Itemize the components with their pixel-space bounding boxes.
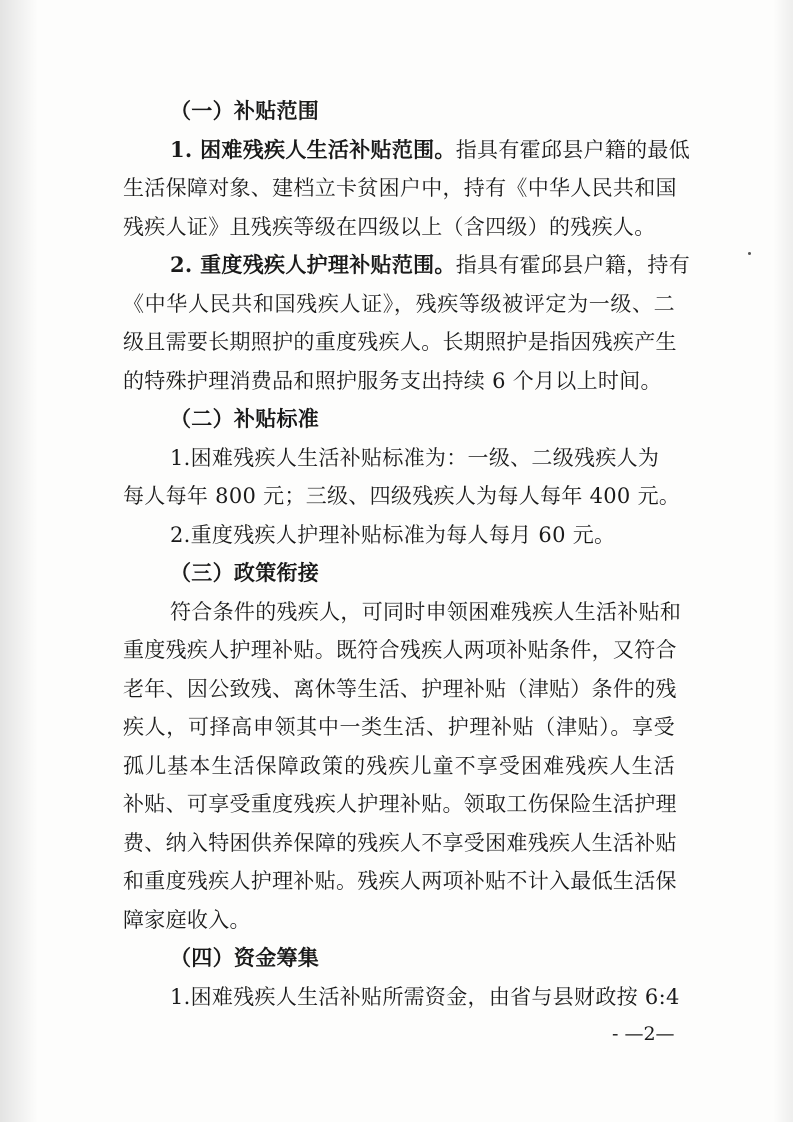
item-text: 指具有霍邱县户籍，持有: [455, 253, 691, 277]
paragraph-line: 残疾人证》且残疾等级在四级以上（含四级）的残疾人。: [123, 215, 656, 239]
paragraph-line: [170, 250, 690, 280]
section-heading-subsidy-scope: （一）补贴范围: [170, 98, 320, 123]
paragraph-line: 的特殊护理消费品和照护服务支出持续 6 个月以上时间。: [123, 369, 662, 393]
section-heading-subsidy-standard: （二）补贴标准: [170, 406, 320, 431]
paragraph-line: 费、纳入特困供养保障的残疾人不享受困难残疾人生活补贴: [123, 831, 677, 855]
paragraph-line: 重度残疾人护理补贴。既符合残疾人两项补贴条件，又符合: [123, 638, 677, 662]
paragraph-line: 级且需要长期照护的重度残疾人。长期照护是指因残疾产生: [123, 330, 677, 354]
paragraph-line: 老年、因公致残、离休等生活、护理补贴（津贴）条件的残: [123, 677, 677, 701]
section-heading-policy-connection: （三）政策衔接: [170, 560, 320, 585]
item-title: 1. 困难残疾人生活补贴范围。: [170, 137, 456, 162]
paragraph-line: 《中华人民共和国残疾人证》，残疾等级被评定为一级、二: [123, 292, 675, 316]
scan-speck: [748, 252, 751, 255]
page-number: - —2—: [612, 1023, 675, 1045]
item-text: 指具有霍邱县户籍的最低: [455, 138, 691, 162]
paragraph-line: 1.困难残疾人生活补贴所需资金，由省与县财政按 6:4: [170, 985, 680, 1009]
paragraph-line: 障家庭收入。: [123, 908, 251, 932]
paragraph-line: 补贴、可享受重度残疾人护理补贴。领取工伤保险生活护理: [123, 792, 677, 816]
paragraph-line: 2.重度残疾人护理补贴标准为每人每月 60 元。: [170, 523, 616, 547]
item-title: 2. 重度残疾人护理补贴范围。: [170, 252, 456, 277]
paragraph-line: 疾人，可择高申领其中一类生活、护理补贴（津贴）。享受: [123, 715, 675, 739]
paragraph-line: 1.困难残疾人生活补贴标准为：一级、二级残疾人为: [170, 446, 660, 470]
paragraph-line: 符合条件的残疾人，可同时申领困难残疾人生活补贴和: [170, 600, 682, 624]
section-heading-fund-raising: （四）资金筹集: [170, 945, 320, 970]
paragraph-line: 孤儿基本生活保障政策的残疾儿童不享受困难残疾人生活: [123, 754, 675, 778]
paragraph-line: 生活保障对象、建档立卡贫困户中，持有《中华人民共和国: [123, 176, 677, 200]
paragraph-line: [170, 135, 690, 165]
paragraph-line: 每人每年 800 元；三级、四级残疾人为每人每年 400 元。: [123, 484, 681, 508]
paragraph-line: 和重度残疾人护理补贴。残疾人两项补贴不计入最低生活保: [123, 869, 677, 893]
